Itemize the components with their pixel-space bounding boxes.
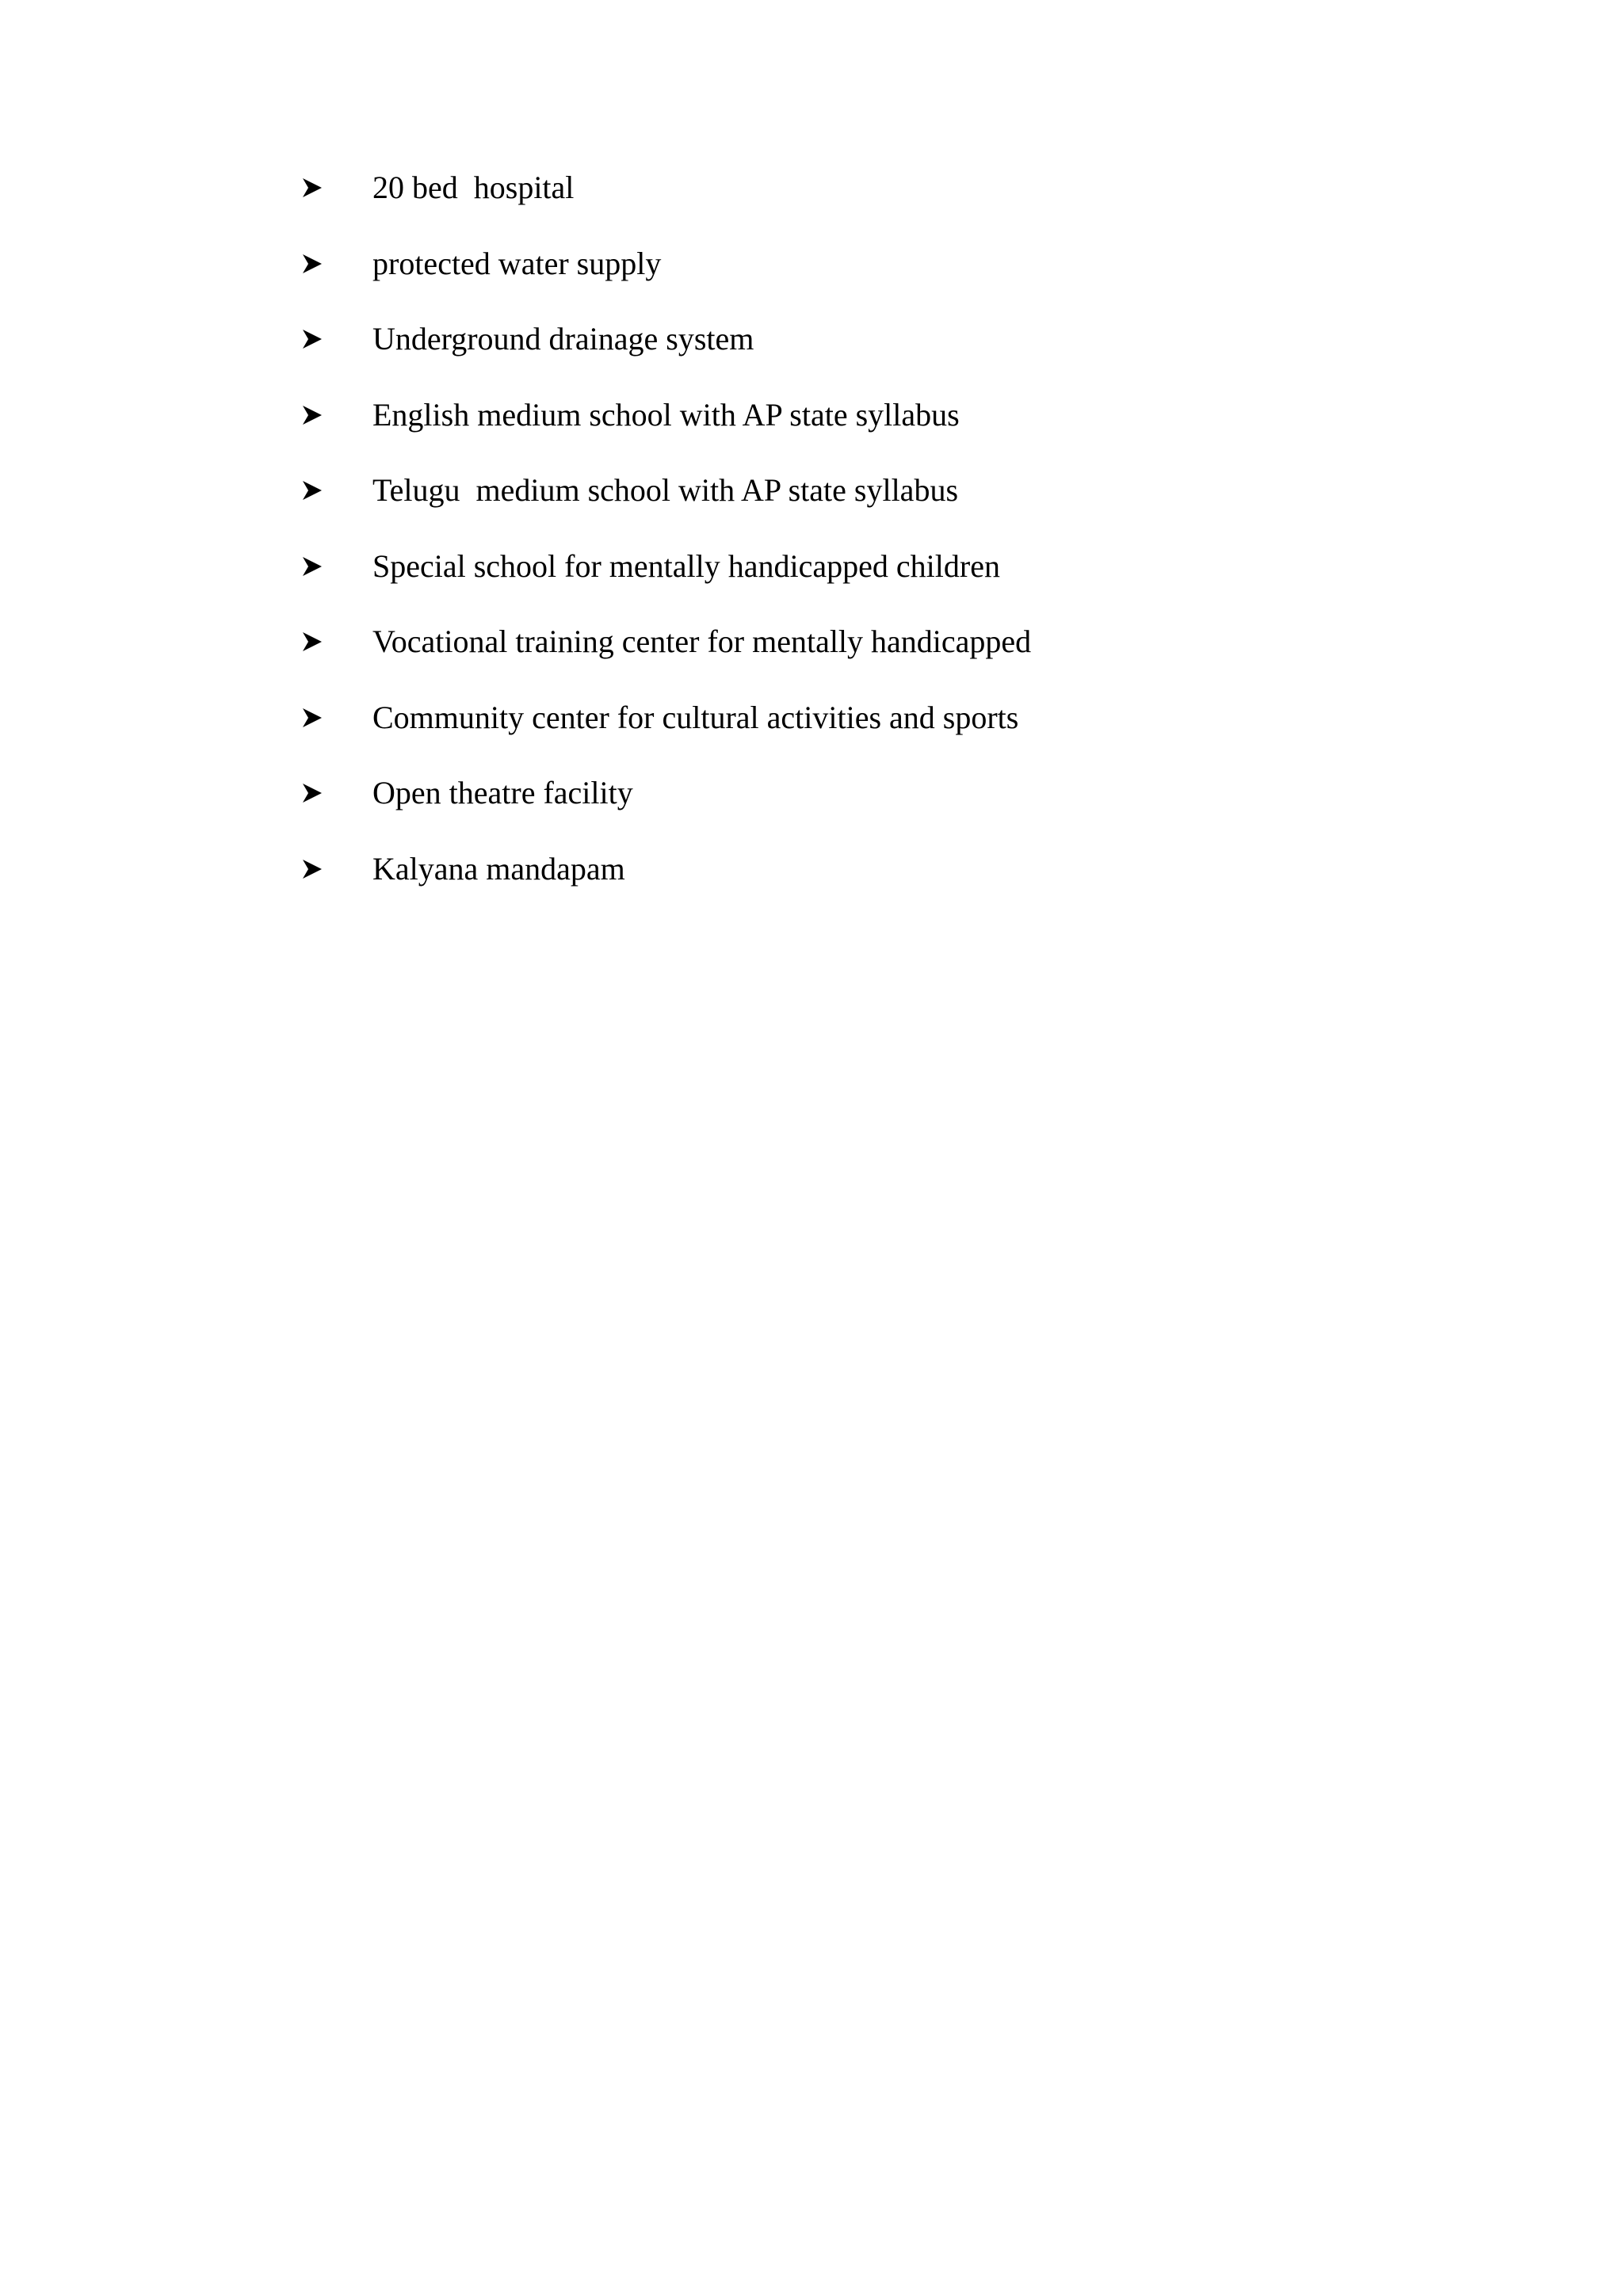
list-item [301,620,1031,696]
list-item-text: Open theatre facility [372,775,633,810]
list-item-text: Vocational training center for mentally handicapped [372,624,1032,659]
arrowhead-bullet-icon [301,404,323,426]
list-item [301,394,1031,470]
arrowhead-bullet-icon [301,782,323,804]
list-item [301,696,1031,772]
list-item-text: Community center for cultural activities and sports [372,699,1019,735]
arrowhead-bullet-icon [301,858,323,880]
arrowhead-bullet-icon [301,177,323,199]
arrowhead-bullet-icon [301,253,323,275]
list-item-text: English medium school with AP state syllabus [372,396,960,433]
list-item [301,318,1031,394]
arrowhead-bullet-icon [301,479,323,502]
list-item-text: Underground drainage system [372,321,754,357]
arrowhead-bullet-icon [301,707,323,729]
facilities-list [301,166,1031,923]
list-item [301,242,1031,318]
list-item [301,545,1031,621]
list-item-text: Telugu medium school with AP state syllabus [372,472,959,508]
arrowhead-bullet-icon [301,328,323,350]
list-item-text: Special school for mentally handicapped children [372,547,1000,584]
list-item-text: protected water supply [372,245,662,281]
list-item-text: Kalyana mandapam [372,850,625,887]
arrowhead-bullet-icon [301,555,323,578]
list-item [301,166,1031,242]
list-item [301,772,1031,848]
list-item-text: 20 bed hospital [372,170,575,205]
list-item [301,848,1031,924]
list-item [301,469,1031,545]
arrowhead-bullet-icon [301,631,323,653]
